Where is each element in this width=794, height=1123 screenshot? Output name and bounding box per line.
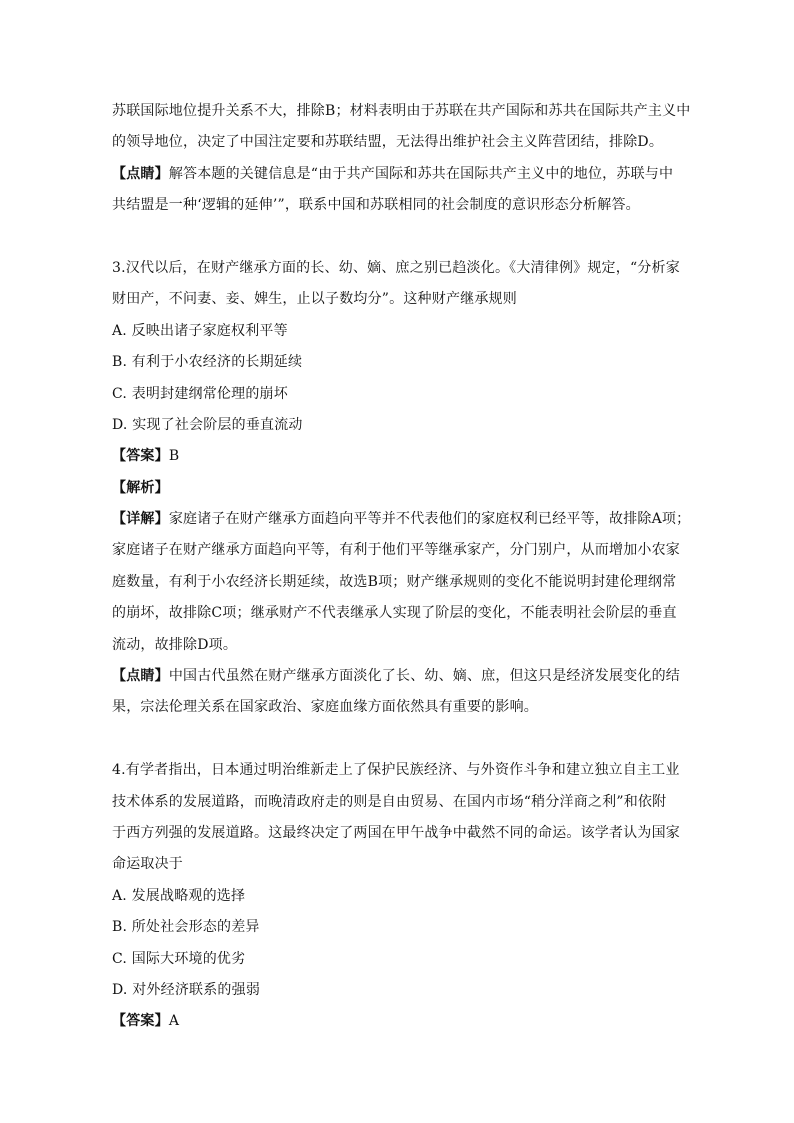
option-d: D. 实现了社会阶层的垂直流动: [112, 416, 303, 433]
text-line: 庭数量，有利于小农经济长期延续，故选B项；财产继承规则的变化不能说明封建伦理纲常: [112, 573, 677, 590]
question-3: [112, 253, 692, 724]
option-b: B. 所处社会形态的差异: [112, 919, 260, 936]
tip-line: [112, 661, 692, 692]
text-line: 的崩坏，故排除C项；继承财产不代表继承人实现了阶层的变化，不能表明社会阶层的垂直: [112, 605, 677, 622]
analysis-heading: [112, 473, 692, 504]
tip-text: 中国古代虽然在财产继承方面淡化了长、幼、嫡、庶，但这只是经济发展变化的结: [168, 668, 681, 685]
option-d: D. 对外经济联系的强弱: [112, 981, 261, 998]
detail-tag: 【详解】: [112, 511, 169, 528]
answer-value: A: [168, 1013, 180, 1030]
analysis-tag: 【解析】: [112, 479, 169, 496]
question-stem-line: 技术体系的发展道路，而晚清政府走的则是自由贸易、在国内市场“稍分洋商之利”和依附: [112, 793, 667, 810]
answer-line: [112, 1006, 692, 1037]
option-c: C. 国际大环境的优劣: [112, 950, 246, 967]
text-line: 共结盟是一种‘逻辑的延伸’”，联系中国和苏联相同的社会制度的意识形态分析解答。: [112, 197, 640, 214]
answer-value: B: [168, 448, 180, 465]
question-4: [112, 755, 692, 1038]
spacer: [112, 724, 692, 755]
option-c: C. 表明封建纲常伦理的崩坏: [112, 385, 288, 402]
text-line: 苏联国际地位提升关系不大，排除B；材料表明由于苏联在共产国际和苏共在国际共产主义中: [112, 103, 691, 119]
option-a: A. 反映出诸子家庭权利平等: [112, 322, 288, 339]
detail-line: [112, 504, 692, 535]
question-stem-line: 3.汉代以后，在财产继承方面的长、幼、嫡、庶之别已趋淡化。《大清律例》规定，“分析家: [112, 259, 680, 276]
text-line: 果，宗法伦理关系在国家政治、家庭血缘方面依然具有重要的影响。: [112, 699, 538, 716]
question-stem-line: 4.有学者指出，日本通过明治维新走上了保护民族经济、与外资作斗争和建立独立自主工业: [112, 762, 680, 779]
option-b: B. 有利于小农经济的长期延续: [112, 354, 303, 371]
tip-text: 解答本题的关键信息是“由于共产国际和苏共在国际共产主义中的地位，苏联与中: [168, 165, 674, 182]
answer-tag: 【答案】: [112, 448, 169, 465]
answer-tag: 【答案】: [112, 1013, 169, 1030]
tip-line: [112, 159, 692, 190]
text-line: 的领导地位，决定了中国注定要和苏联结盟，无法得出维护社会主义阵营团结，排除D。: [112, 134, 664, 151]
tip-tag: 【点睛】: [112, 165, 169, 182]
question-stem-line: 财田产，不问妻、妾、婢生，止以子数均分”。这种财产继承规则: [112, 291, 517, 308]
question-stem-line: 于西方列强的发展道路。这最终决定了两国在甲午战争中截然不同的命运。该学者认为国家: [112, 824, 680, 841]
document-page: [112, 96, 692, 1038]
spacer: [112, 222, 692, 253]
detail-text: 家庭诸子在财产继承方面趋向平等并不代表他们的家庭权利已经平等，故排除A项；: [168, 511, 691, 528]
text-line: 家庭诸子在财产继承方面趋向平等，有利于他们平等继承家产，分门别户，从而增加小农家: [112, 542, 680, 559]
tip-tag: 【点睛】: [112, 668, 169, 685]
previous-question-tail: [112, 96, 692, 222]
option-a: A. 发展战略观的选择: [112, 887, 246, 904]
question-stem-line: 命运取决于: [112, 856, 183, 873]
text-line: 流动，故排除D项。: [112, 636, 238, 653]
answer-line: [112, 441, 692, 472]
